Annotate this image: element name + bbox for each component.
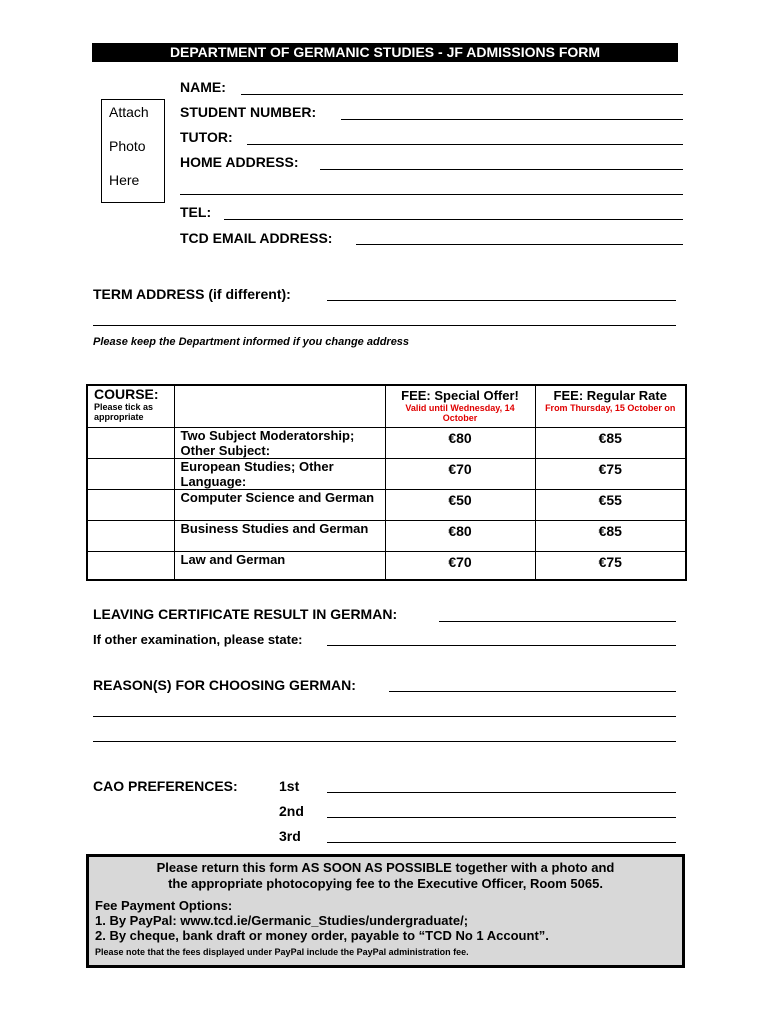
tutor-label: TUTOR:: [180, 129, 233, 145]
payment-options-title: Fee Payment Options:: [95, 898, 233, 913]
cao-choice-2-field[interactable]: [327, 817, 676, 818]
payment-option-cheque: 2. By cheque, bank draft or money order, payable to “TCD No 1 Account”.: [95, 928, 549, 943]
table-header-row: [87, 385, 686, 427]
special-fee: €50: [385, 489, 535, 520]
cao-choice-2-label: 2nd: [279, 803, 304, 819]
tel-label: TEL:: [180, 204, 212, 220]
photo-text-photo: Photo: [109, 138, 146, 154]
leaving-cert-field[interactable]: [439, 621, 676, 622]
paypal-fee-note: Please note that the fees displayed under PayPal include the PayPal administration fee.: [95, 947, 469, 957]
payment-option-paypal: 1. By PayPal: www.tcd.ie/Germanic_Studies/undergraduate/;: [95, 913, 469, 928]
tick-box[interactable]: [87, 427, 174, 458]
regular-fee-note: From Thursday, 15 October on: [545, 403, 676, 413]
tutor-field[interactable]: [247, 144, 683, 145]
term-address-field[interactable]: [327, 300, 676, 301]
tick-box[interactable]: [87, 489, 174, 520]
table-row: [87, 520, 686, 551]
return-line-1: Please return this form AS SOON AS POSSIBLE together with a photo and: [156, 860, 615, 875]
return-line-2: the appropriate photocopying fee to the Executive Officer, Room 5065.: [168, 876, 603, 891]
tick-box[interactable]: [87, 551, 174, 580]
course-table: [86, 384, 687, 581]
course-name: Law and German: [174, 551, 385, 580]
regular-fee: €85: [535, 520, 686, 551]
reasons-field-3[interactable]: [93, 741, 676, 742]
other-exam-field[interactable]: [327, 645, 676, 646]
reasons-field[interactable]: [389, 691, 676, 692]
special-fee-note: Valid until Wednesday, 14 October: [405, 403, 515, 423]
tel-field[interactable]: [224, 219, 683, 220]
special-fee: €70: [385, 551, 535, 580]
special-fee: €70: [385, 458, 535, 489]
email-label: TCD EMAIL ADDRESS:: [180, 230, 333, 246]
student-number-field[interactable]: [341, 119, 683, 120]
cao-choice-3-field[interactable]: [327, 842, 676, 843]
cao-choice-3-label: 3rd: [279, 828, 301, 844]
regular-fee: €75: [535, 458, 686, 489]
table-row: [87, 489, 686, 520]
special-fee-title: FEE: Special Offer!: [401, 388, 519, 403]
table-row: [87, 551, 686, 580]
table-row: [87, 458, 686, 489]
course-name: Computer Science and German: [174, 489, 385, 520]
name-field[interactable]: [241, 94, 683, 95]
regular-fee-header: [535, 385, 686, 427]
regular-fee: €75: [535, 551, 686, 580]
course-header-cell: [87, 385, 174, 427]
photo-text-attach: Attach: [109, 104, 149, 120]
table-row: [87, 427, 686, 458]
student-number-label: STUDENT NUMBER:: [180, 104, 317, 120]
email-field[interactable]: [356, 244, 683, 245]
cao-label: CAO PREFERENCES:: [93, 778, 238, 794]
regular-fee: €55: [535, 489, 686, 520]
special-fee: €80: [385, 520, 535, 551]
other-exam-label: If other examination, please state:: [93, 632, 303, 647]
address-note: Please keep the Department informed if you change address: [93, 336, 410, 348]
tick-box[interactable]: [87, 520, 174, 551]
home-address-field[interactable]: [320, 169, 683, 170]
home-address-field-2[interactable]: [180, 194, 683, 195]
reasons-label: REASON(S) FOR CHOOSING GERMAN:: [93, 677, 356, 693]
return-instructions-box: [86, 854, 685, 968]
cao-choice-1-label: 1st: [279, 778, 300, 794]
photo-text-here: Here: [109, 172, 140, 188]
cao-choice-1-field[interactable]: [327, 792, 676, 793]
term-address-label: TERM ADDRESS (if different):: [93, 286, 291, 302]
course-name-header: [174, 385, 385, 427]
photo-placeholder: [101, 99, 165, 203]
course-name: Two Subject Moderatorship; Other Subject:: [174, 427, 385, 458]
tick-box[interactable]: [87, 458, 174, 489]
form-title: DEPARTMENT OF GERMANIC STUDIES - JF ADMISSIONS FORM: [92, 43, 678, 62]
home-address-label: HOME ADDRESS:: [180, 154, 299, 170]
name-label: NAME:: [180, 79, 226, 95]
course-header: COURSE:: [94, 386, 159, 402]
tick-note: Please tick as appropriate: [94, 402, 154, 422]
special-fee-header: [385, 385, 535, 427]
course-name: Business Studies and German: [174, 520, 385, 551]
regular-fee-title: FEE: Regular Rate: [553, 388, 667, 403]
course-name: European Studies; Other Language:: [174, 458, 385, 489]
reasons-field-2[interactable]: [93, 716, 676, 717]
term-address-field-2[interactable]: [93, 325, 676, 326]
regular-fee: €85: [535, 427, 686, 458]
special-fee: €80: [385, 427, 535, 458]
leaving-cert-label: LEAVING CERTIFICATE RESULT IN GERMAN:: [93, 606, 398, 622]
